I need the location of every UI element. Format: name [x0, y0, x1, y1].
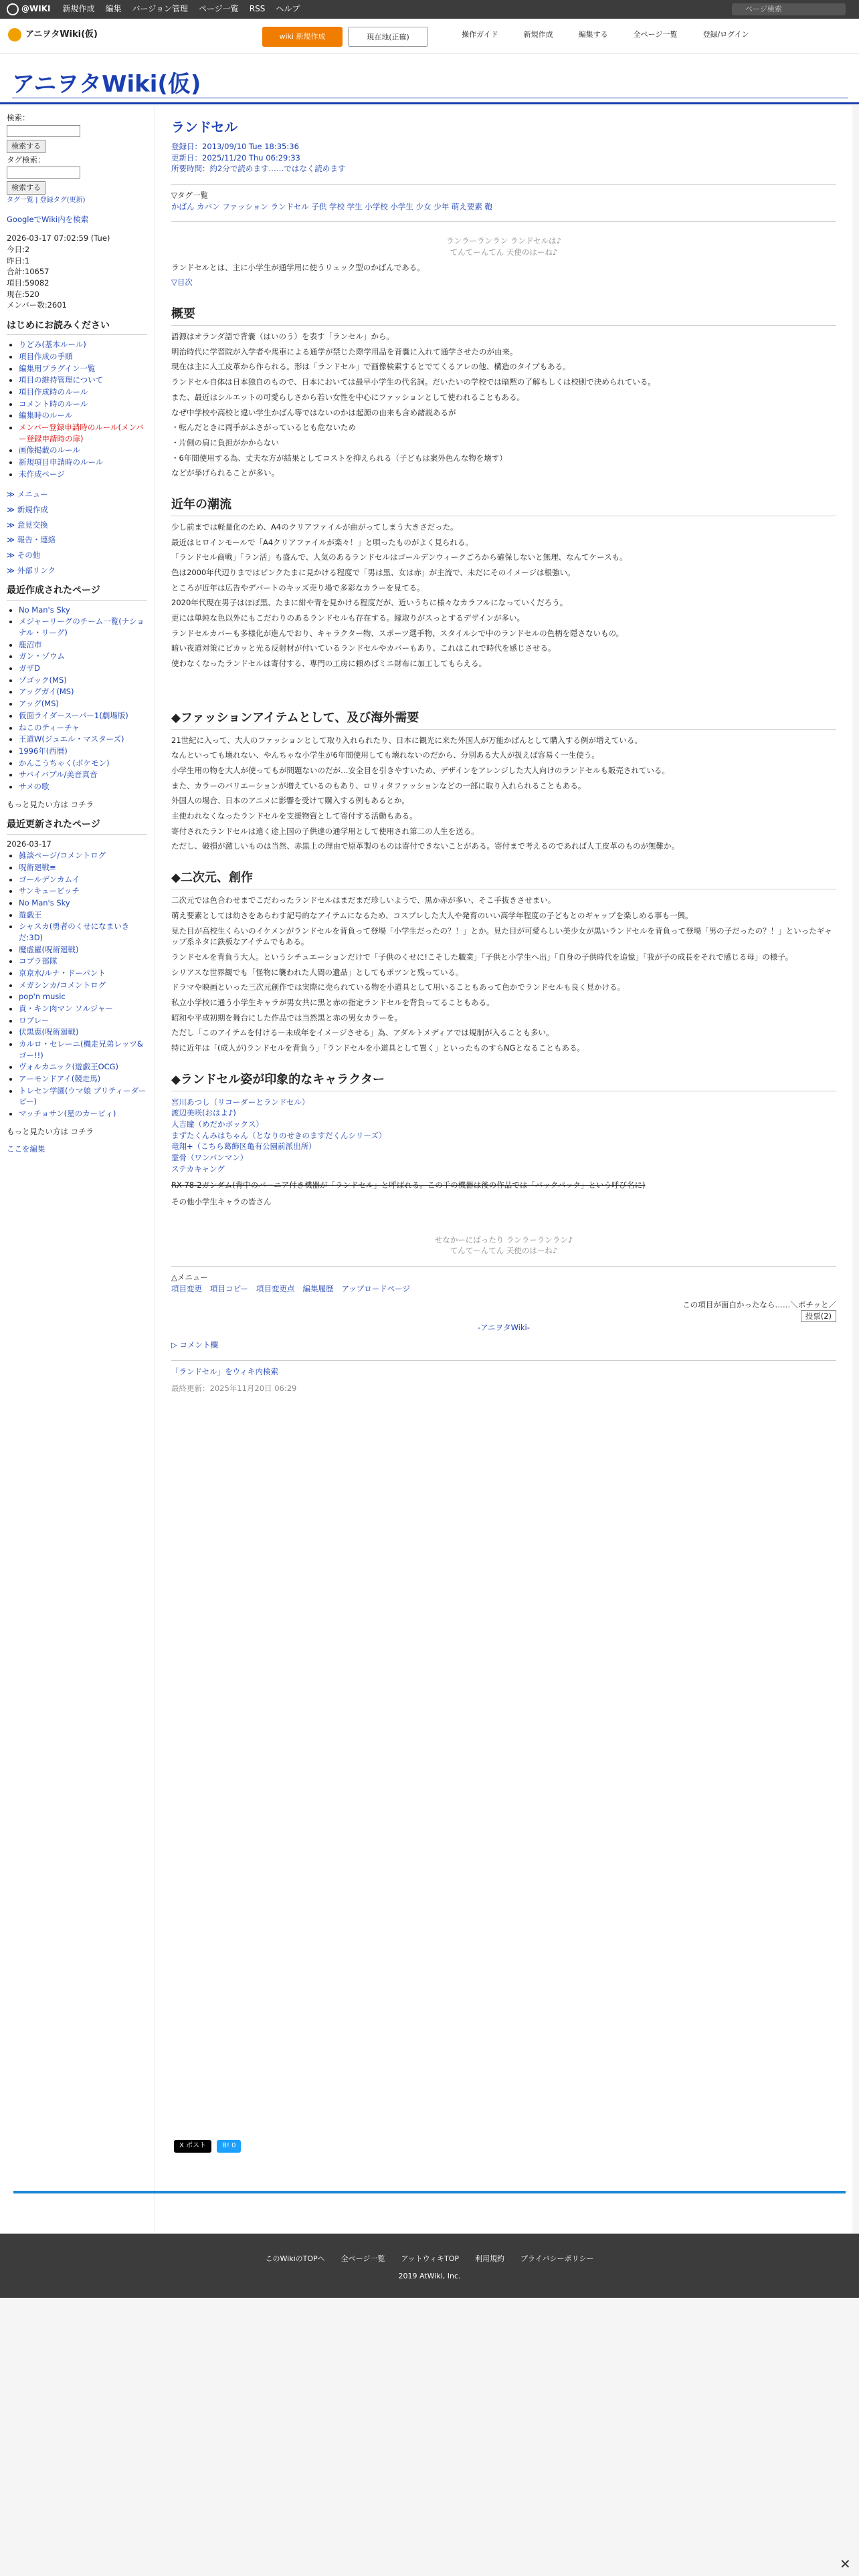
footer-link[interactable]: アットウィキTOP [401, 2254, 460, 2263]
paragraph: 最近はヒロインモールで「A4クリアファイルが楽々！」と唄ったものがよく見られる。 [171, 537, 473, 547]
section-heading: ◆ランドセル姿が印象的なキャラクター [171, 1071, 836, 1091]
paragraph: ただし、破損が激しいものは当然、赤黒上の理由で原革製のものは寄付できないことがある。寄付まで考えるのであれば人工皮革のものが無難か。 [171, 841, 679, 851]
menu-help[interactable]: ヘルプ [276, 4, 300, 14]
rule-link[interactable]: 項目作成の手順 [19, 352, 73, 362]
nav-link[interactable]: ≫ メニュー [7, 490, 48, 500]
recent-heading: 最近作成されたページ [7, 584, 147, 600]
paragraph: なぜ中学校や高校と違い学生かばん等ではないのかは起源の由来も含め諸説あるが [171, 407, 456, 417]
rule-link[interactable]: メンバー登録申請時のルール(メンバー登録申請時の扉) [19, 423, 144, 443]
credit: -アニヲタWiki- [478, 1322, 530, 1332]
rule-link[interactable]: りどみ(基本ルール) [19, 340, 86, 350]
recent-link[interactable]: ガザD [19, 663, 40, 673]
new-link[interactable]: 新規作成 [523, 30, 553, 39]
recent-link[interactable]: No Man's Sky [19, 605, 70, 615]
updated-link[interactable]: 呪術廻戦≡ [19, 862, 56, 872]
search-input[interactable] [7, 125, 80, 137]
hatena-button[interactable]: B! 0 [217, 2140, 241, 2153]
section-heading: ◆二次元、創作 [171, 869, 836, 889]
recent-link[interactable]: アッグガイ(MS) [19, 687, 74, 697]
updated-heading: 最近更新されたページ [7, 818, 147, 834]
paragraph: また、最近はシルエットの可愛らしさから若い女性を中心にファッションとして使われることもある。 [171, 392, 525, 402]
paragraph: 二次元では色合わせまでこだわったランドセルはまだまだ珍しいようで、黒か赤が多い、そこ手抜きさせまい。 [171, 895, 556, 905]
wiki-search-link[interactable]: 「ランドセル」をウィキ内検索 [171, 1367, 278, 1377]
guide-link[interactable]: 操作ガイド [462, 30, 498, 39]
character-link[interactable]: ステカキャング [171, 1164, 225, 1174]
recent-link[interactable]: かんこうちゃく(ポケモン) [19, 758, 110, 768]
footer [0, 2234, 859, 2298]
paragraph: 明治時代に学習院が入学者や馬車による通学が禁じた際学用品を背嚢に入れて通学させたのが由来。 [171, 346, 518, 356]
updated-link[interactable]: ゴールデンカムイ [19, 874, 80, 884]
site-header [0, 53, 859, 104]
atwiki-logo[interactable]: @WIKI [7, 3, 50, 15]
rule-link[interactable]: 編集時のルール [19, 411, 73, 421]
paragraph: ・片側の肩に負担がかからない [171, 437, 279, 447]
recent-link[interactable]: アッグ(MS) [19, 699, 59, 709]
character-link[interactable]: まずたくんみはちゃん（となりのせきのますだくんシリーズ） [171, 1130, 387, 1140]
nav-link[interactable]: ≫ その他 [7, 550, 41, 560]
menu-pages[interactable]: ページ一覧 [199, 4, 239, 14]
recent-link[interactable]: 1996年(西暦) [19, 746, 68, 756]
recent-link[interactable]: 王道W(ジュエル・マスターズ) [19, 734, 124, 744]
quote-line: てんてーんてん 天使のはーね♪ [450, 247, 558, 257]
character-link[interactable]: 霊骨（ワンパンマン） [171, 1153, 248, 1163]
nav-link[interactable]: ≫ 報告・連絡 [7, 535, 56, 545]
updated-link[interactable]: ロブレー [19, 1015, 50, 1025]
divider [13, 2191, 846, 2193]
paragraph: などが挙げられることが多い。 [171, 468, 279, 478]
updated-date: 2026-03-17 [7, 839, 52, 849]
quote-line: てんてーんてん 天使のはーね♪ [450, 1246, 558, 1256]
section-heading: 概要 [171, 306, 836, 326]
menu-link[interactable]: 項目変更 [171, 1283, 202, 1293]
menu-version[interactable]: バージョン管理 [132, 4, 189, 14]
vote-text: この項目が面白かったなら……＼ポチッと／ [682, 1300, 836, 1310]
paragraph: ドラマや映画といった三次元創作では実際に売られている物を小道具として用いることもあって色かでランドセルも良く見かける。 [171, 982, 626, 992]
paragraph: ・転んだときに両手がふさがっているとも危ないため [171, 423, 356, 433]
paragraph: ・6年間使用する為、丈夫な方が結果としてコストを抑えられる（子どもは案外色んな物を壊す） [171, 453, 507, 463]
more-link[interactable]: もっと見たい方は コチラ [7, 1126, 94, 1136]
paragraph: シリアスな世界観でも「怪物に襲われた人間の遺品」としてもポツンと残っている。 [171, 967, 464, 977]
all-pages-link[interactable]: 全ページ一覧 [633, 30, 678, 39]
read-time: 所要時間：約2分で読めます……ではなく読めます [171, 164, 346, 174]
wiki-create-button[interactable]: wiki 新規作成 [262, 27, 343, 47]
rule-link[interactable]: コメント時のルール [19, 399, 88, 409]
tag-search-button[interactable]: 検索する [7, 181, 45, 195]
paragraph: 更には単純な色以外にもこだわりのあるランドセルも存在する。縁取りがスっとするデザインが多い。 [171, 613, 524, 623]
paragraph: 外国人の場合、日本のアニメに影響を受けて購入する例もあるとか。 [171, 796, 409, 806]
updated-link[interactable]: 遊戯王 [19, 909, 42, 920]
page-search-input[interactable]: ページ検索 [732, 3, 846, 15]
search-label: 検索： [7, 113, 30, 122]
updated-link[interactable]: No Man's Sky [19, 897, 70, 907]
updated-link[interactable]: シャスカ(勇者のくせになまいきだ:3D) [19, 922, 130, 942]
stat: メンバー数:2601 [7, 300, 67, 310]
section-heading: ◆ファッションアイテムとして、及び海外需要 [171, 710, 836, 730]
updated-link[interactable]: アーモンドアイ(競走馬) [19, 1073, 101, 1083]
stat: 昨日:1 [7, 255, 30, 265]
login-link[interactable]: 登録/ログイン [702, 30, 749, 39]
rule-link[interactable]: 新規項目申請時のルール [19, 457, 104, 467]
updated-date: 更新日：2025/11/20 Thu 06:29:33 [171, 152, 300, 163]
close-icon[interactable]: ✕ [840, 2556, 851, 2572]
stat: 項目:59082 [7, 278, 50, 288]
rule-link[interactable]: 項目作成時のルール [19, 387, 88, 397]
rule-link[interactable]: 画像掲載のルール [19, 445, 80, 455]
nav-link[interactable]: ≫ 新規作成 [7, 505, 48, 515]
paragraph: なんといっても壊れない、やんちゃな小学生が6年間使用しても壊れないのだから、分別ある大人が扱えば容易く一生使う。 [171, 750, 599, 760]
tag-links[interactable]: タグ一覧 | 登録タグ(更新) [7, 197, 86, 205]
paragraph: ランドセル自体は日本独自のもので、日本においては最早小学生の代名詞。だいたいの学校では暗黙の了解もしくは校則で決められている。 [171, 377, 656, 387]
updated-link[interactable]: 雑談ページ/コメントログ [19, 851, 106, 861]
top-bar [0, 0, 859, 19]
tag-input[interactable] [7, 167, 80, 179]
edit-sidebar-link[interactable]: ここを編集 [7, 1144, 45, 1154]
site-icon [8, 28, 21, 41]
updated-link[interactable]: 貢・キン肉マン ソルジャー [19, 1003, 114, 1013]
menu-new[interactable]: 新規作成 [62, 4, 95, 14]
stat: 合計:10657 [7, 267, 50, 277]
footer-link[interactable]: 利用規約 [475, 2254, 505, 2263]
paragraph: 語源はオランダ語で背嚢（はいのう）を表す「ランセル」から。 [171, 332, 395, 342]
paragraph: 使わなくなったランドセルは寄付する、専門の工房に頼めばミニ財布に加工してもらえる。 [171, 659, 487, 668]
updated-link[interactable]: pop'n music [19, 992, 66, 1002]
updated-link[interactable]: カルロ・セレーニ(機走兄弟レッツ&ゴー!!) [19, 1039, 143, 1060]
paragraph: また、カラーのバリエーションが増えているのもあり、ロリィタファッションなどの一部に取り入れられることもある。 [171, 780, 586, 790]
paragraph: 主使われなくなったランドセルを支援物資として寄付する活動もある。 [171, 811, 417, 821]
paragraph: ところが近年は広告やデパートのキッズ売り場で多彩なカラーを見てる。 [171, 582, 425, 593]
quote-line: せなかーにばったり ランラーランラン♪ [434, 1235, 573, 1245]
recent-link[interactable]: サバイバブル/美音真音 [19, 770, 98, 780]
tags-label[interactable]: ▽タグ一覧 [171, 191, 208, 201]
menu-link[interactable]: アップロードページ [341, 1283, 411, 1293]
nav-link[interactable]: ≫ 外部リンク [7, 565, 56, 575]
rule-link[interactable]: 編集用プラグイン一覧 [19, 363, 96, 373]
menu-toggle[interactable]: △メニュー [171, 1273, 208, 1283]
paragraph: 少し前までは軽量化のため、A4のクリアファイルが曲がってしまう大きさだった。 [171, 522, 458, 532]
registered-date: 登録日：2013/09/10 Tue 18:35:36 [171, 142, 299, 151]
updated-link[interactable]: 京京水/ルナ・ドーパント [19, 968, 106, 978]
site-title[interactable]: アニヲタWiki(仮) [12, 71, 201, 98]
paragraph: 小学生用の物を大人が使ってもが問題ないのだが…安全目を引きやすいため、デザインをアレンジした大人向けのランドセルも販売されている。 [171, 766, 670, 776]
site-logo[interactable]: アニヲタWiki(仮) [8, 28, 98, 41]
character-link[interactable]: 宮川あつし（リコーダーとランドセル） [171, 1097, 310, 1107]
paragraph: 寄付されたランドセルは遠く途上国の子供達の通学用として使用され第二の人生を送る。 [171, 826, 479, 836]
stat: 今日:2 [7, 245, 30, 255]
copyright: 2019 AtWiki, Inc. [398, 2271, 461, 2280]
updated-link[interactable]: ヴォルカニック(遊戯王OCG) [19, 1062, 119, 1072]
menu-link[interactable]: 項目コピー [210, 1283, 249, 1293]
search-button[interactable]: 検索する [7, 140, 45, 153]
recent-link[interactable]: メジャーリーグのチーム一覧(ナショナル・リーグ) [19, 617, 145, 638]
stat: 2026-03-17 07:02:59 (Tue) [7, 233, 110, 243]
location-button[interactable]: 現在地(正確) [348, 27, 428, 47]
character-link[interactable]: 人吉瞳（めだかボックス） [171, 1119, 264, 1130]
paragraph: 私立小学校に通う小学生キャラが男女共に黒と赤の指定ランドセルを背負ってることもある。 [171, 997, 494, 1007]
paragraph: ランドセルを背負う大人。というシチュエーションだけで「子供のくせに!こそした職業」「子供と小学生へ出」「自身の子供時代を追憶」「我が子の成長をそれで感じる母」の様子。 [171, 952, 793, 962]
recent-link[interactable]: 鹿沼市 [19, 639, 42, 649]
sub-bar [0, 19, 859, 53]
google-search-link[interactable]: GoogleでWiki内を検索 [7, 214, 89, 224]
intro-text: ランドセルとは、主に小学生が通学用に使うリュック型のかばんである。 [171, 262, 425, 272]
menu-link[interactable]: 項目変更点 [256, 1283, 295, 1293]
updated-link[interactable]: サンキュービッチ [19, 886, 80, 896]
page-title: ランドセル [171, 119, 238, 135]
rule-link[interactable]: 項目の維持管理について [19, 375, 104, 385]
paragraph: ただし「このアイテムを付けるー未成年をイメージさせる」為、アダルトメディアでは規制が入ることも多い。 [171, 1028, 554, 1038]
menu-link[interactable]: 編集履歴 [302, 1283, 334, 1293]
paragraph: 萌え要素としては幼さをあらわす記号的なアイテムになるため、コスプレした大人や発育のいい高学年程度の子どもとのギャップを楽しめる事も一興。 [171, 910, 693, 920]
paragraph: 暗い夜道対策にピカッと光る反射材が付いているランドセルやカバーもあり、これはこれで時代を感じさせる。 [171, 643, 556, 653]
menu-rss[interactable]: RSS [249, 4, 266, 14]
comment-toggle[interactable]: ▷ コメント欄 [171, 1340, 218, 1350]
more-link[interactable]: もっと見たい方は コチラ [7, 799, 94, 809]
updated-link[interactable]: コブラ部隊 [19, 956, 58, 966]
tag-list[interactable]: かばん カバン ファッション ランドセル 子供 学校 学生 小学校 小学生 少女 少年 萌え要素 鞄 [171, 201, 493, 211]
rules-heading: はじめにお読みください [7, 319, 147, 335]
footer-link[interactable]: このWikiのTOPへ [265, 2254, 325, 2263]
updated-link[interactable]: メガシンカ/コメントログ [19, 980, 106, 990]
last-updated: 最終更新：2025年11月20日 06:29 [171, 1383, 297, 1393]
character-link[interactable]: 竜翔+（こちら葛飾区亀有公園前派出所） [171, 1142, 316, 1152]
recent-link[interactable]: サメの歌 [19, 781, 50, 791]
recent-link[interactable]: ゾゴック(MS) [19, 675, 67, 685]
section-heading: 近年の潮流 [171, 496, 836, 516]
paragraph: 2020年代現在男子はほぼ黒、たまに紺や青を見かける程度だが、近いうちに様々なカラフルになっていくだろう。 [171, 598, 568, 608]
updated-link[interactable]: 魔虚羅(呪術廻戦) [19, 944, 79, 954]
updated-link[interactable]: トレセン学園(ウマ娘 プリティーダービー) [19, 1085, 147, 1107]
paragraph: 現在は主に人工皮革から作られる。形は「ランドセル」で画像検索するとでてくるアレの他、構造のタイプもある。 [171, 362, 571, 372]
recent-link[interactable]: ねこのティーチャ [19, 722, 80, 732]
menu-edit[interactable]: 編集 [105, 4, 122, 14]
footer-link[interactable]: プライバシーポリシー [520, 2254, 594, 2263]
character-item: その他小学生キャラの皆さん [171, 1197, 272, 1207]
edit-link[interactable]: 編集する [578, 30, 608, 39]
main-content [155, 106, 852, 2246]
paragraph: 21世紀に入って、大人のファッションとして取り入れられたり、日本に観光に来た外国人が万能かばんとして購入する例が増えている。 [171, 735, 642, 745]
character-item: RX-78-2ガンダム(背中のバーニア付き機器が「ランドセル」と呼ばれる。この手の機器は後の作品では「バックパック」という呼び名に) [171, 1180, 646, 1190]
rule-link[interactable]: 未作成ページ [19, 469, 65, 479]
paragraph: ランドセルカバーも多様化が進んでおり、キャラクター物、スポーツ選手物、スタイルシで中のランドセルの色柄を隠さないもの。 [171, 628, 624, 638]
quote-line: ランラーランラン ランドセルは♪ [446, 236, 561, 246]
paragraph: 特に近年は「(成人が)ランドセルを背負う」「ランドセルを小道具として置く」といったものすらNGとなることもある。 [171, 1043, 585, 1053]
paragraph: 見た目が高校生くらいのイケメンがランドセルを背負って登場「小学生だったの？！」とか。見た目が可愛らしい美少女が黒いランドセルを背負って登場「男の子だったの？！」といったギャップ系ネタに鉄板なアイテムでもある。 [171, 926, 832, 947]
paragraph: 昭和や平成初期を舞台にした作品では当然黒と赤の男女カラーを。 [171, 1012, 402, 1023]
footer-link[interactable]: 全ページ一覧 [341, 2254, 385, 2263]
character-link[interactable]: 渡辺美咲(おはよ♪) [171, 1108, 236, 1118]
toc-link[interactable]: ▽目次 [171, 278, 193, 288]
recent-link[interactable]: 仮面ライダースーパー1(劇場版) [19, 710, 128, 720]
updated-link[interactable]: 伏黒恵(呪術廻戦) [19, 1027, 79, 1037]
paragraph: 色は2000年代辺りまではピンクたまに見かける程度で「男は黒、女は赤」が主流で、未だにそのイメージは根強い。 [171, 567, 575, 577]
vote-button[interactable]: 投票(2) [801, 1310, 836, 1322]
recent-link[interactable]: ガン・ゾウム [19, 651, 65, 661]
sidebar [0, 106, 154, 2246]
stat: 現在:520 [7, 289, 39, 299]
paragraph: 「ランドセル商戦」「ラン活」も盛んで、人気のあるランドセルはゴールデンウィークごろから確保しないと無理、なんてケースも。 [171, 552, 628, 562]
updated-link[interactable]: マッチョサン(星のカービィ) [19, 1108, 116, 1118]
tag-label: タグ検索： [7, 154, 45, 165]
x-post-button[interactable]: X ポスト [174, 2140, 211, 2153]
nav-link[interactable]: ≫ 意見交換 [7, 520, 48, 530]
